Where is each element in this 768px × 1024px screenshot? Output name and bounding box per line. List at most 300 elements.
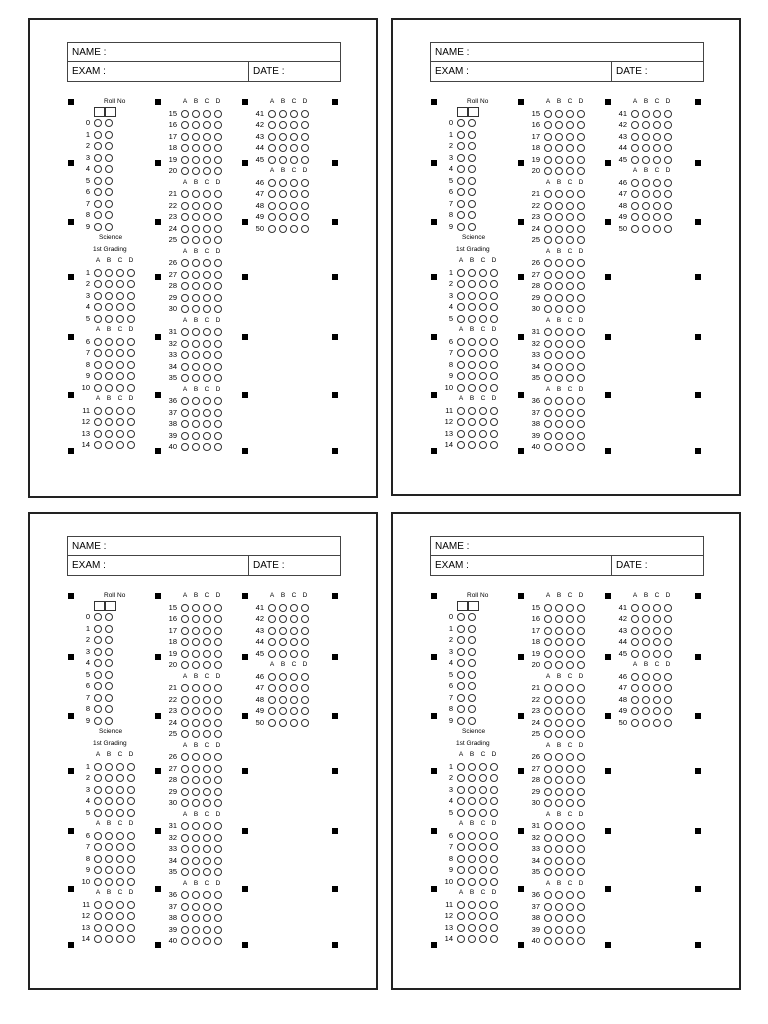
answer-bubble[interactable] [555,374,563,382]
answer-bubble[interactable] [279,179,287,187]
answer-bubble[interactable] [490,912,498,920]
answer-bubble[interactable] [577,765,585,773]
answer-bubble[interactable] [301,121,309,129]
answer-bubble[interactable] [127,280,135,288]
answer-bubble[interactable] [94,269,102,277]
answer-bubble[interactable] [555,432,563,440]
answer-bubble[interactable] [214,799,222,807]
answer-bubble[interactable] [181,903,189,911]
answer-bubble[interactable] [577,937,585,945]
answer-bubble[interactable] [555,144,563,152]
answer-bubble[interactable] [457,613,465,621]
answer-bubble[interactable] [555,121,563,129]
answer-bubble[interactable] [566,271,574,279]
answer-bubble[interactable] [105,809,113,817]
answer-bubble[interactable] [577,926,585,934]
answer-bubble[interactable] [566,753,574,761]
answer-bubble[interactable] [468,441,476,449]
answer-bubble[interactable] [203,650,211,658]
answer-bubble[interactable] [479,361,487,369]
answer-bubble[interactable] [653,110,661,118]
answer-bubble[interactable] [631,638,639,646]
answer-bubble[interactable] [468,901,476,909]
answer-bubble[interactable] [544,903,552,911]
answer-bubble[interactable] [631,179,639,187]
answer-bubble[interactable] [105,177,113,185]
answer-bubble[interactable] [468,671,476,679]
answer-bubble[interactable] [577,822,585,830]
answer-bubble[interactable] [279,121,287,129]
answer-bubble[interactable] [105,613,113,621]
answer-bubble[interactable] [479,797,487,805]
answer-bubble[interactable] [555,259,563,267]
answer-bubble[interactable] [105,935,113,943]
answer-bubble[interactable] [192,340,200,348]
answer-bubble[interactable] [181,822,189,830]
answer-bubble[interactable] [555,615,563,623]
answer-bubble[interactable] [181,684,189,692]
name-field[interactable]: NAME : [431,43,703,62]
answer-bubble[interactable] [566,167,574,175]
answer-bubble[interactable] [457,659,465,667]
answer-bubble[interactable] [555,926,563,934]
answer-bubble[interactable] [468,809,476,817]
answer-bubble[interactable] [268,707,276,715]
answer-bubble[interactable] [268,121,276,129]
answer-bubble[interactable] [279,110,287,118]
answer-bubble[interactable] [479,774,487,782]
answer-bubble[interactable] [457,211,465,219]
answer-bubble[interactable] [642,225,650,233]
answer-bubble[interactable] [203,719,211,727]
answer-bubble[interactable] [94,786,102,794]
answer-bubble[interactable] [479,924,487,932]
answer-bubble[interactable] [127,797,135,805]
answer-bubble[interactable] [94,843,102,851]
answer-bubble[interactable] [181,225,189,233]
answer-bubble[interactable] [181,650,189,658]
answer-bubble[interactable] [203,765,211,773]
answer-bubble[interactable] [642,684,650,692]
answer-bubble[interactable] [577,696,585,704]
answer-bubble[interactable] [566,799,574,807]
answer-bubble[interactable] [105,131,113,139]
answer-bubble[interactable] [116,418,124,426]
answer-bubble[interactable] [301,133,309,141]
answer-bubble[interactable] [544,753,552,761]
answer-bubble[interactable] [642,213,650,221]
answer-bubble[interactable] [555,363,563,371]
answer-bubble[interactable] [94,303,102,311]
answer-bubble[interactable] [577,834,585,842]
date-field[interactable]: DATE : [248,62,340,81]
answer-bubble[interactable] [192,133,200,141]
answer-bubble[interactable] [457,935,465,943]
answer-bubble[interactable] [105,223,113,231]
answer-bubble[interactable] [301,213,309,221]
answer-bubble[interactable] [631,121,639,129]
answer-bubble[interactable] [544,615,552,623]
answer-bubble[interactable] [642,156,650,164]
answer-bubble[interactable] [577,891,585,899]
answer-bubble[interactable] [192,259,200,267]
answer-bubble[interactable] [214,328,222,336]
answer-bubble[interactable] [468,717,476,725]
answer-bubble[interactable] [94,154,102,162]
answer-bubble[interactable] [577,799,585,807]
answer-bubble[interactable] [457,280,465,288]
answer-bubble[interactable] [279,707,287,715]
answer-bubble[interactable] [181,271,189,279]
answer-bubble[interactable] [577,363,585,371]
answer-bubble[interactable] [192,213,200,221]
answer-bubble[interactable] [301,179,309,187]
answer-bubble[interactable] [116,866,124,874]
answer-bubble[interactable] [105,372,113,380]
answer-bubble[interactable] [555,133,563,141]
answer-bubble[interactable] [203,834,211,842]
answer-bubble[interactable] [577,604,585,612]
answer-bubble[interactable] [192,144,200,152]
answer-bubble[interactable] [468,924,476,932]
answer-bubble[interactable] [127,878,135,886]
answer-bubble[interactable] [290,707,298,715]
answer-bubble[interactable] [555,627,563,635]
answer-bubble[interactable] [566,236,574,244]
answer-bubble[interactable] [566,696,574,704]
answer-bubble[interactable] [479,292,487,300]
answer-bubble[interactable] [279,144,287,152]
answer-bubble[interactable] [279,627,287,635]
answer-bubble[interactable] [192,868,200,876]
answer-bubble[interactable] [653,190,661,198]
answer-bubble[interactable] [192,638,200,646]
answer-bubble[interactable] [214,351,222,359]
answer-bubble[interactable] [192,696,200,704]
answer-bubble[interactable] [181,190,189,198]
answer-bubble[interactable] [664,156,672,164]
answer-bubble[interactable] [468,165,476,173]
answer-bubble[interactable] [127,901,135,909]
answer-bubble[interactable] [290,225,298,233]
answer-bubble[interactable] [94,912,102,920]
answer-bubble[interactable] [457,361,465,369]
answer-bubble[interactable] [555,822,563,830]
answer-bubble[interactable] [181,420,189,428]
answer-bubble[interactable] [544,282,552,290]
answer-bubble[interactable] [214,776,222,784]
answer-bubble[interactable] [214,282,222,290]
answer-bubble[interactable] [457,119,465,127]
answer-bubble[interactable] [544,891,552,899]
answer-bubble[interactable] [181,845,189,853]
answer-bubble[interactable] [468,797,476,805]
answer-bubble[interactable] [577,213,585,221]
answer-bubble[interactable] [268,638,276,646]
answer-bubble[interactable] [642,707,650,715]
answer-bubble[interactable] [631,225,639,233]
answer-bubble[interactable] [214,259,222,267]
answer-bubble[interactable] [214,615,222,623]
answer-bubble[interactable] [301,696,309,704]
answer-bubble[interactable] [192,937,200,945]
exam-field[interactable]: EXAM : [72,66,106,77]
answer-bubble[interactable] [214,696,222,704]
answer-bubble[interactable] [544,121,552,129]
answer-bubble[interactable] [457,372,465,380]
answer-bubble[interactable] [544,144,552,152]
answer-bubble[interactable] [566,914,574,922]
answer-bubble[interactable] [631,627,639,635]
answer-bubble[interactable] [127,338,135,346]
answer-bubble[interactable] [214,719,222,727]
answer-bubble[interactable] [479,384,487,392]
answer-bubble[interactable] [566,638,574,646]
answer-bubble[interactable] [544,604,552,612]
answer-bubble[interactable] [94,636,102,644]
answer-bubble[interactable] [127,935,135,943]
answer-bubble[interactable] [544,868,552,876]
answer-bubble[interactable] [490,441,498,449]
answer-bubble[interactable] [566,202,574,210]
answer-bubble[interactable] [268,604,276,612]
answer-bubble[interactable] [94,142,102,150]
answer-bubble[interactable] [577,305,585,313]
answer-bubble[interactable] [555,857,563,865]
answer-bubble[interactable] [566,765,574,773]
answer-bubble[interactable] [566,121,574,129]
answer-bubble[interactable] [105,901,113,909]
answer-bubble[interactable] [203,730,211,738]
answer-bubble[interactable] [490,774,498,782]
answer-bubble[interactable] [664,121,672,129]
answer-bubble[interactable] [192,822,200,830]
answer-bubble[interactable] [203,857,211,865]
answer-bubble[interactable] [457,177,465,185]
answer-bubble[interactable] [555,156,563,164]
answer-bubble[interactable] [468,682,476,690]
answer-bubble[interactable] [181,294,189,302]
answer-bubble[interactable] [631,144,639,152]
answer-bubble[interactable] [181,363,189,371]
answer-bubble[interactable] [268,156,276,164]
answer-bubble[interactable] [214,753,222,761]
answer-bubble[interactable] [279,673,287,681]
answer-bubble[interactable] [555,891,563,899]
answer-bubble[interactable] [127,786,135,794]
answer-bubble[interactable] [94,625,102,633]
answer-bubble[interactable] [566,443,574,451]
answer-bubble[interactable] [181,730,189,738]
answer-bubble[interactable] [94,361,102,369]
answer-bubble[interactable] [105,142,113,150]
answer-bubble[interactable] [94,763,102,771]
answer-bubble[interactable] [301,110,309,118]
answer-bubble[interactable] [653,156,661,164]
answer-bubble[interactable] [127,315,135,323]
answer-bubble[interactable] [566,604,574,612]
answer-bubble[interactable] [290,202,298,210]
answer-bubble[interactable] [468,280,476,288]
answer-bubble[interactable] [555,650,563,658]
answer-bubble[interactable] [577,351,585,359]
answer-bubble[interactable] [105,694,113,702]
answer-bubble[interactable] [479,407,487,415]
answer-bubble[interactable] [94,292,102,300]
answer-bubble[interactable] [577,868,585,876]
answer-bubble[interactable] [490,901,498,909]
answer-bubble[interactable] [468,349,476,357]
answer-bubble[interactable] [127,407,135,415]
answer-bubble[interactable] [642,121,650,129]
answer-bubble[interactable] [577,788,585,796]
answer-bubble[interactable] [457,188,465,196]
answer-bubble[interactable] [566,903,574,911]
answer-bubble[interactable] [479,315,487,323]
answer-bubble[interactable] [457,338,465,346]
answer-bubble[interactable] [116,303,124,311]
answer-bubble[interactable] [181,696,189,704]
answer-bubble[interactable] [105,292,113,300]
answer-bubble[interactable] [203,156,211,164]
answer-bubble[interactable] [214,340,222,348]
answer-bubble[interactable] [555,719,563,727]
answer-bubble[interactable] [181,213,189,221]
answer-bubble[interactable] [566,627,574,635]
answer-bubble[interactable] [203,615,211,623]
answer-bubble[interactable] [105,774,113,782]
answer-bubble[interactable] [192,891,200,899]
answer-bubble[interactable] [664,202,672,210]
answer-bubble[interactable] [203,443,211,451]
answer-bubble[interactable] [214,730,222,738]
answer-bubble[interactable] [181,661,189,669]
answer-bubble[interactable] [577,167,585,175]
answer-bubble[interactable] [468,935,476,943]
answer-bubble[interactable] [544,765,552,773]
answer-bubble[interactable] [127,384,135,392]
answer-bubble[interactable] [544,305,552,313]
answer-bubble[interactable] [566,776,574,784]
answer-bubble[interactable] [544,696,552,704]
answer-bubble[interactable] [290,615,298,623]
answer-bubble[interactable] [214,845,222,853]
answer-bubble[interactable] [94,694,102,702]
answer-bubble[interactable] [192,604,200,612]
answer-bubble[interactable] [653,213,661,221]
answer-bubble[interactable] [566,788,574,796]
answer-bubble[interactable] [479,303,487,311]
answer-bubble[interactable] [181,604,189,612]
answer-bubble[interactable] [94,211,102,219]
answer-bubble[interactable] [192,845,200,853]
answer-bubble[interactable] [279,684,287,692]
answer-bubble[interactable] [192,432,200,440]
answer-bubble[interactable] [555,397,563,405]
answer-bubble[interactable] [105,154,113,162]
answer-bubble[interactable] [105,786,113,794]
answer-bubble[interactable] [203,627,211,635]
answer-bubble[interactable] [116,797,124,805]
answer-bubble[interactable] [301,684,309,692]
answer-bubble[interactable] [94,901,102,909]
answer-bubble[interactable] [555,638,563,646]
answer-bubble[interactable] [116,280,124,288]
answer-bubble[interactable] [116,407,124,415]
date-field[interactable]: DATE : [248,556,340,575]
answer-bubble[interactable] [127,269,135,277]
answer-bubble[interactable] [105,659,113,667]
answer-bubble[interactable] [301,638,309,646]
answer-bubble[interactable] [555,834,563,842]
answer-bubble[interactable] [555,868,563,876]
answer-bubble[interactable] [116,832,124,840]
answer-bubble[interactable] [127,843,135,851]
answer-bubble[interactable] [192,719,200,727]
answer-bubble[interactable] [181,432,189,440]
answer-bubble[interactable] [279,650,287,658]
answer-bubble[interactable] [468,912,476,920]
answer-bubble[interactable] [214,638,222,646]
answer-bubble[interactable] [116,855,124,863]
answer-bubble[interactable] [544,937,552,945]
answer-bubble[interactable] [203,891,211,899]
answer-bubble[interactable] [566,432,574,440]
answer-bubble[interactable] [631,650,639,658]
answer-bubble[interactable] [544,730,552,738]
date-field[interactable]: DATE : [611,62,703,81]
answer-bubble[interactable] [468,648,476,656]
answer-bubble[interactable] [127,832,135,840]
answer-bubble[interactable] [544,259,552,267]
answer-bubble[interactable] [214,397,222,405]
answer-bubble[interactable] [181,110,189,118]
answer-bubble[interactable] [468,292,476,300]
answer-bubble[interactable] [268,225,276,233]
answer-bubble[interactable] [290,719,298,727]
answer-bubble[interactable] [544,328,552,336]
answer-bubble[interactable] [214,294,222,302]
answer-bubble[interactable] [490,430,498,438]
answer-bubble[interactable] [116,338,124,346]
answer-bubble[interactable] [214,627,222,635]
answer-bubble[interactable] [664,650,672,658]
answer-bubble[interactable] [544,443,552,451]
answer-bubble[interactable] [127,430,135,438]
answer-bubble[interactable] [479,786,487,794]
answer-bubble[interactable] [105,912,113,920]
answer-bubble[interactable] [566,891,574,899]
answer-bubble[interactable] [631,110,639,118]
answer-bubble[interactable] [105,165,113,173]
answer-bubble[interactable] [192,914,200,922]
answer-bubble[interactable] [566,213,574,221]
answer-bubble[interactable] [555,730,563,738]
answer-bubble[interactable] [555,661,563,669]
answer-bubble[interactable] [94,924,102,932]
answer-bubble[interactable] [468,211,476,219]
answer-bubble[interactable] [105,648,113,656]
answer-bubble[interactable] [479,843,487,851]
answer-bubble[interactable] [203,190,211,198]
answer-bubble[interactable] [301,707,309,715]
answer-bubble[interactable] [192,650,200,658]
answer-bubble[interactable] [192,857,200,865]
answer-bubble[interactable] [94,165,102,173]
answer-bubble[interactable] [94,131,102,139]
answer-bubble[interactable] [203,788,211,796]
answer-bubble[interactable] [116,292,124,300]
